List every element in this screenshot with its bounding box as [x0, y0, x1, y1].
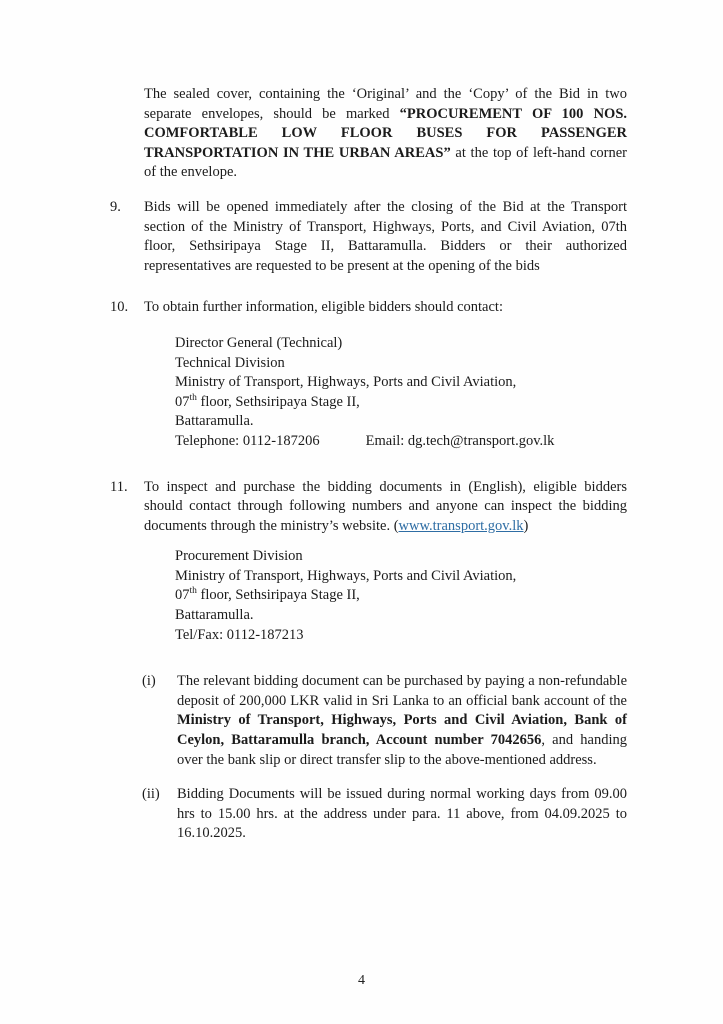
intro-text-bold-procurement-title: “PROCUREMENT OF 100 NOS. COMFORTABLE LOW FLOOR BUSES FOR PASSENGER TRANSPORTATION IN THE URBAN AREAS” — [144, 105, 628, 161]
intro-text-end: at the top of left-hand corner of the envelope. — [144, 144, 627, 181]
sub-item-i-marker: (i) — [142, 673, 156, 690]
contact10-ministry: Ministry of Transport, Highways, Ports and Civil Aviation, — [175, 374, 517, 391]
page-footer — [0, 971, 723, 991]
contact10-floor-number: 07 — [175, 393, 190, 410]
sub-item-ii-marker: (ii) — [142, 786, 160, 803]
contact11-floor — [175, 586, 627, 606]
item-10-text: To obtain further information, eligible bidders should contact: — [144, 299, 503, 316]
contact11-floor-ordinal: th — [189, 586, 197, 597]
page-number: 4 — [358, 973, 365, 989]
contact10-telephone-email-row — [175, 432, 627, 452]
sub-item-ii — [142, 785, 627, 844]
contact10-floor-ordinal: th — [189, 392, 197, 403]
sub-item-ii-text: Bidding Documents will be issued during normal working days from 09.00 hrs to 15.00 hrs. at the address under para. 11 above, from 04.09.2025 to 16.10.2025. — [177, 786, 627, 842]
item-11-number: 11. — [110, 478, 128, 495]
contact11-telfax: Tel/Fax: 0112-187213 — [175, 626, 304, 643]
document-content — [110, 85, 627, 844]
contact11-title: Procurement Division — [175, 548, 303, 565]
contact11-ministry: Ministry of Transport, Highways, Ports and Civil Aviation, — [175, 567, 517, 584]
sub-i-text-end: , and handing over the bank slip or direct transfer slip to the above-mentioned address. — [177, 732, 627, 768]
item-9-text: Bids will be opened immediately after the closing of the Bid at the Transport section of the Ministry of Transport, Highways, Ports, and Civil Aviation, 07th floor, Sethsiripaya Stage II, Battaramulla. Bidders or their authorized representatives are requested to be present at the opening of the bids — [144, 198, 627, 274]
contact-block-procurement-division — [175, 547, 627, 645]
sub-i-text-bold-bank-details: Ministry of Transport, Highways, Ports and Civil Aviation, Bank of Ceylon, Battaramulla branch, Account number 7042656 — [177, 712, 627, 749]
contact10-division: Technical Division — [175, 354, 285, 371]
item-10-number: 10. — [110, 299, 129, 316]
contact10-telephone: Telephone: 0112-187206 — [175, 432, 320, 449]
contact10-city: Battaramulla. — [175, 413, 254, 430]
contact10-floor-rest: floor, Sethsiripaya Stage II, — [196, 393, 360, 410]
contact-block-technical-division — [175, 334, 627, 452]
item-11-text-end: ) — [523, 517, 529, 534]
contact10-email: Email: dg.tech@transport.gov.lk — [365, 432, 555, 449]
contact10-floor — [175, 393, 627, 413]
item-11-text — [144, 478, 627, 537]
intro-text-start: The sealed cover, containing the ‘Original’ and the ‘Copy’ of the Bid in two separate envelopes, should be marked — [144, 86, 627, 122]
sub-item-i — [142, 672, 627, 770]
item-11-text-start: To inspect and purchase the bidding documents in (English), eligible bidders should contact through following numbers and anyone can inspect the bidding documents through the ministry’s website. ( — [144, 478, 627, 534]
list-item-9 — [110, 198, 627, 276]
item-9-number: 9. — [110, 198, 121, 215]
contact11-floor-rest: floor, Sethsiripaya Stage II, — [196, 587, 360, 604]
contact11-floor-number: 07 — [175, 587, 190, 604]
contact11-city: Battaramulla. — [175, 607, 254, 624]
list-item-11 — [110, 478, 627, 537]
contact10-title: Director General (Technical) — [175, 334, 343, 351]
list-item-10 — [110, 298, 627, 318]
sub-i-text-start: The relevant bidding document can be purchased by paying a non-refundable deposit of 200,000 LKR valid in Sri Lanka to an official bank account of the — [177, 673, 627, 709]
intro-paragraph — [144, 85, 627, 183]
sub-item-i-text — [177, 672, 627, 770]
ministry-website-link[interactable]: www.transport.gov.lk — [398, 517, 524, 534]
